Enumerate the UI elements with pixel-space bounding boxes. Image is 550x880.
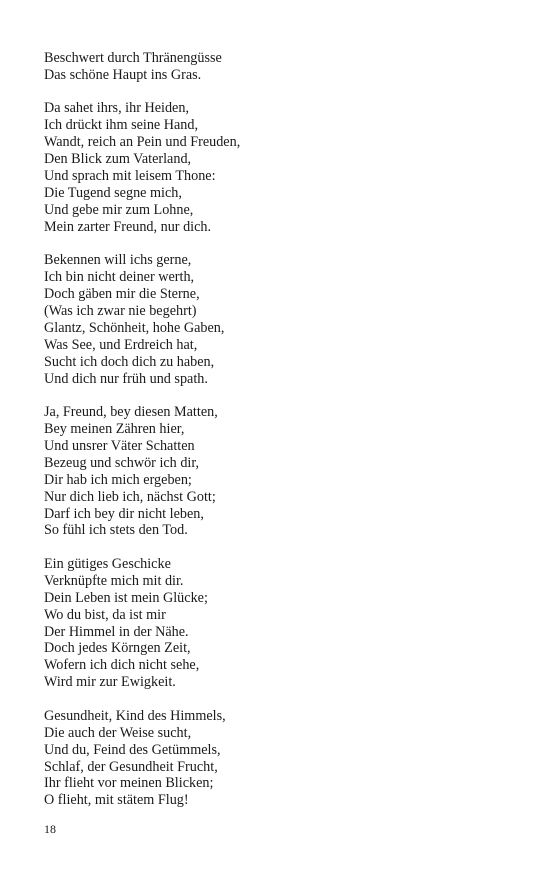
verse-line: So fühl ich stets den Tod. <box>44 522 188 539</box>
verse-line: Die Tugend segne mich, <box>44 184 182 201</box>
verse-line: (Was ich zwar nie begehrt) <box>44 302 197 319</box>
verse-line: Beschwert durch Thränengüsse <box>44 50 222 66</box>
stanza-4 <box>44 404 514 539</box>
stanza-6 <box>44 708 514 809</box>
verse-line: Dein Leben ist mein Glücke; <box>44 589 208 606</box>
verse-line: Wird mir zur Ewigkeit. <box>44 674 176 691</box>
verse-line: Wo du bist, da ist mir <box>44 606 166 623</box>
verse-line: Wofern ich dich nicht sehe, <box>44 657 200 674</box>
verse-line: Das schöne Haupt ins Gras. <box>44 66 202 83</box>
verse-line: Der Himmel in der Nähe. <box>44 623 189 640</box>
verse-line: Wandt, reich an Pein und Freuden, <box>44 134 241 151</box>
verse-line: O flieht, mit stätem Flug! <box>44 792 189 809</box>
verse-line: Ihr flieht vor meinen Blicken; <box>44 775 214 792</box>
verse-line: Und du, Feind des Getümmels, <box>44 741 221 758</box>
stanza-1 <box>44 50 514 84</box>
verse-line: Nur dich lieb ich, nächst Gott; <box>44 488 216 505</box>
stanza-5 <box>44 556 514 691</box>
verse-line: Die auch der Weise sucht, <box>44 724 192 741</box>
verse-line: Und unsrer Väter Schatten <box>44 437 195 454</box>
stanza-3 <box>44 252 514 387</box>
verse-line: Verknüpfte mich mit dir. <box>44 572 184 589</box>
verse-line: Ich drückt ihm seine Hand, <box>44 117 199 134</box>
stanza-2 <box>44 100 514 235</box>
verse-line: Und gebe mir zum Lohne, <box>44 201 194 218</box>
verse-line: Bekennen will ichs gerne, <box>44 252 192 269</box>
verse-line: Bey meinen Zähren hier, <box>44 421 185 437</box>
verse-line: Doch gäben mir die Sterne, <box>44 286 200 303</box>
poem-text <box>44 50 514 826</box>
verse-line: Ein gütiges Geschicke <box>44 555 171 572</box>
verse-line: Mein zarter Freund, nur dich. <box>44 218 212 235</box>
verse-line: Sucht ich doch dich zu haben, <box>44 353 215 370</box>
verse-line: Und dich nur früh und spath. <box>44 370 208 387</box>
verse-line: Dir hab ich mich ergeben; <box>44 471 192 488</box>
page-number: 18 <box>44 822 56 836</box>
verse-line: Und sprach mit leisem Thone: <box>44 168 216 185</box>
verse-line: Schlaf, der Gesundheit Frucht, <box>44 758 218 775</box>
verse-line: Den Blick zum Vaterland, <box>44 151 192 168</box>
verse-line: Glantz, Schönheit, hohe Gaben, <box>44 319 225 336</box>
verse-line: Da sahet ihrs, ihr Heiden, <box>44 100 189 117</box>
verse-line: Ja, Freund, bey diesen Matten, <box>44 404 218 421</box>
verse-line: Was See, und Erdreich hat, <box>44 336 198 353</box>
verse-line: Gesundheit, Kind des Himmels, <box>44 707 226 724</box>
verse-line: Darf ich bey dir nicht leben, <box>44 505 204 522</box>
verse-line: Bezeug und schwör ich dir, <box>44 454 200 471</box>
verse-line: Ich bin nicht deiner werth, <box>44 269 195 286</box>
verse-line: Doch jedes Körngen Zeit, <box>44 640 191 657</box>
